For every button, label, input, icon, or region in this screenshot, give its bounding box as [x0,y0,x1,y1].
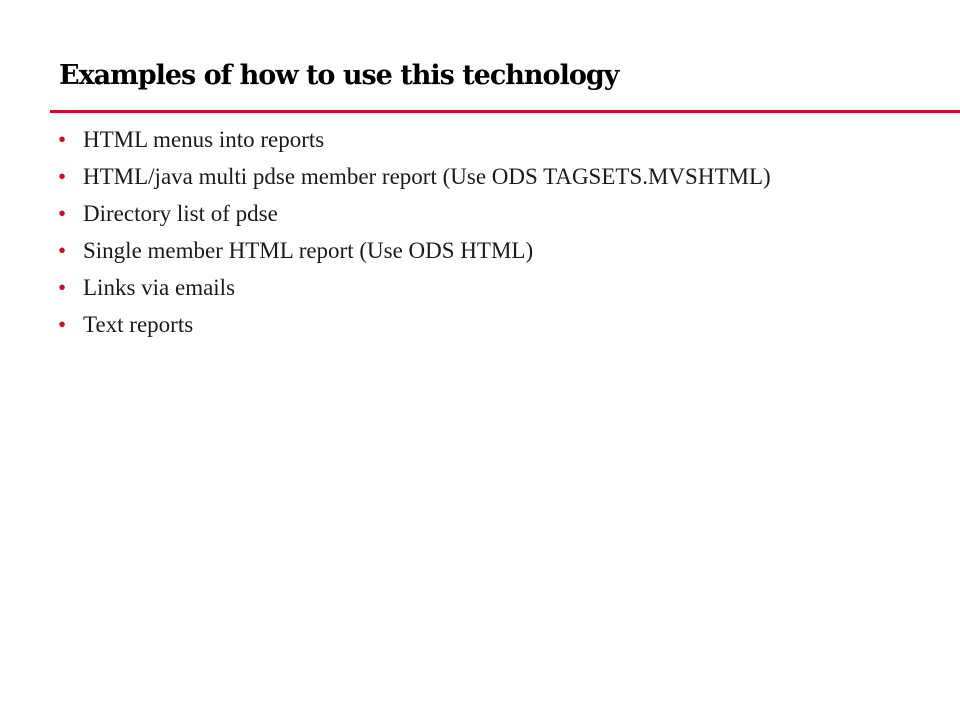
bullet-icon: • [58,201,67,226]
bullet-icon: • [58,312,67,337]
bullet-text: Text reports [83,312,194,337]
bullet-item [58,311,918,338]
bullet-item [58,126,918,153]
bullet-text: Single member HTML report (Use ODS HTML) [83,238,534,263]
bullet-icon: • [58,164,67,189]
bullet-item [58,274,918,301]
bullet-icon: • [58,127,67,152]
bullet-item [58,237,918,264]
bullet-icon: • [58,238,67,263]
bullet-item [58,163,918,190]
bullet-list [58,126,918,348]
bullet-text: Links via emails [83,275,236,300]
title-divider [50,110,960,113]
bullet-text: HTML menus into reports [83,127,325,152]
bullet-text: HTML/java multi pdse member report (Use ODS TAGSETS.MVSHTML) [83,164,771,189]
bullet-text: Directory list of pdse [83,201,278,226]
slide-title: Examples of how to use this technology [59,60,619,91]
bullet-icon: • [58,275,67,300]
bullet-item [58,200,918,227]
